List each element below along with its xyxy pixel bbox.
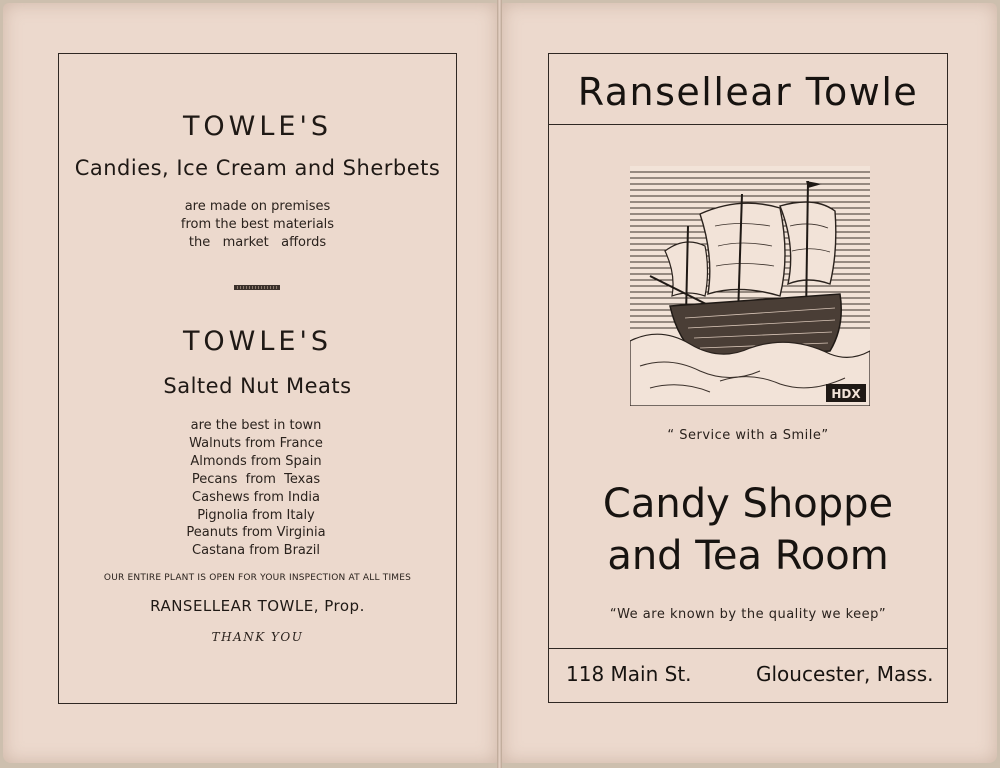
owner-name: Ransellear Towle xyxy=(577,70,919,114)
quality-quote: “We are known by the quality we keep” xyxy=(609,607,887,622)
ship-illustration xyxy=(630,166,870,406)
nut-line: Pecans from Texas xyxy=(191,471,321,487)
premises-line-1: are made on premises xyxy=(184,199,331,214)
nut-list xyxy=(150,417,362,560)
city-address: Gloucester, Mass. xyxy=(756,662,934,686)
nut-meats-heading: Salted Nut Meats xyxy=(163,374,352,398)
premises-line-3: the market affords xyxy=(188,235,327,250)
shop-title-line-2: and Tea Room xyxy=(607,533,889,579)
menu-fold xyxy=(497,0,502,768)
ship-monogram: HDX xyxy=(831,387,861,401)
title-rule xyxy=(549,124,947,125)
nut-line: Walnuts from France xyxy=(189,435,323,451)
service-quote: “ Service with a Smile” xyxy=(667,428,829,443)
nut-line: are the best in town xyxy=(190,418,322,433)
shop-title-line-1: Candy Shoppe xyxy=(602,481,894,527)
nut-line: Peanuts from Virginia xyxy=(186,525,326,541)
nut-line: Pignolia from Italy xyxy=(197,507,315,523)
nut-line: Almonds from Spain xyxy=(190,453,322,469)
ornament-divider xyxy=(234,285,280,290)
address-rule xyxy=(549,648,947,649)
products-heading: Candies, Ice Cream and Sherbets xyxy=(74,156,441,180)
nut-line: Castana from Brazil xyxy=(192,543,320,559)
nut-line: Cashews from India xyxy=(192,489,320,505)
inspection-notice: OUR ENTIRE PLANT IS OPEN FOR YOUR INSPECTION AT ALL TIMES xyxy=(103,573,412,583)
thank-you-line: THANK YOU xyxy=(211,630,304,644)
premises-line-2: from the best materials xyxy=(180,217,335,232)
towles-heading-2: TOWLE'S xyxy=(182,326,333,357)
towles-heading-1: TOWLE'S xyxy=(182,111,333,142)
proprietor-line: RANSELLEAR TOWLE, Prop. xyxy=(150,597,365,615)
street-address: 118 Main St. xyxy=(566,662,692,686)
